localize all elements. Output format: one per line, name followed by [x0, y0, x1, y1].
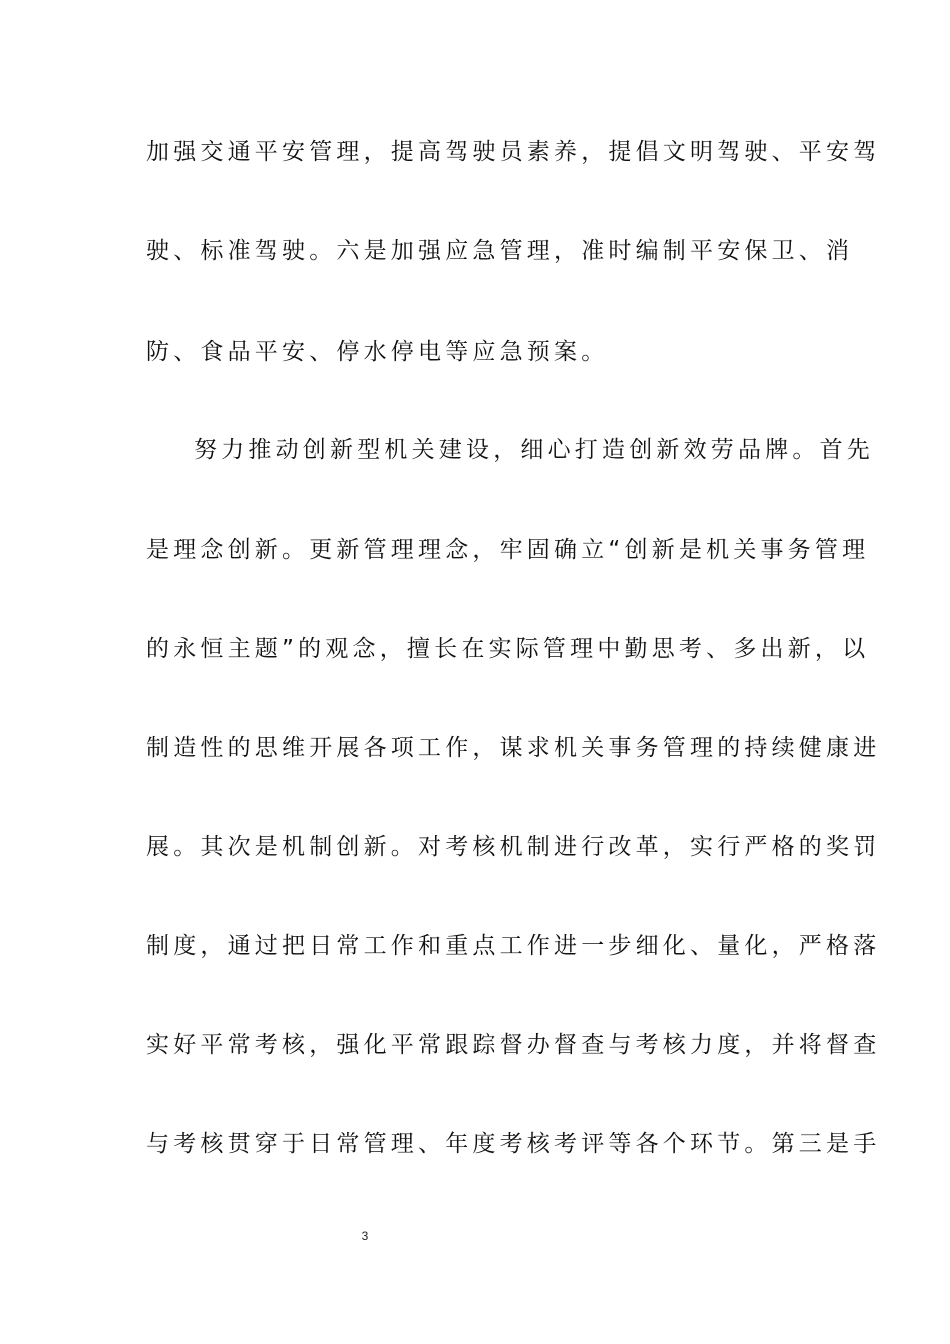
text-line-8: 展。其次是机制创新。对考核机制进行改革，实行严格的奖罚 [146, 834, 881, 860]
page-number: 3 [361, 1229, 369, 1243]
text-line-6: 的永恒主题”的观念，擅长在实际管理中勤思考、多出新，以 [146, 636, 870, 662]
text-line-11: 与考核贯穿于日常管理、年度考核考评等各个环节。第三是手 [146, 1131, 881, 1157]
text-line-4-paragraph-start: 努力推动创新型机关建设，细心打造创新效劳品牌。首先 [194, 437, 874, 463]
text-line-1: 加强交通平安管理，提高驾驶员素养，提倡文明驾驶、平安驾 [146, 139, 881, 165]
text-line-9: 制度，通过把日常工作和重点工作进一步细化、量化，严格落 [146, 933, 881, 959]
text-line-7: 制造性的思维开展各项工作，谋求机关事务管理的持续健康进 [146, 735, 881, 761]
text-line-2: 驶、标准驾驶。六是加强应急管理，准时编制平安保卫、消 [146, 238, 854, 264]
text-line-5: 是理念创新。更新管理理念，牢固确立“创新是机关事务管理 [146, 537, 870, 563]
text-line-10: 实好平常考核，强化平常跟踪督办督查与考核力度，并将督查 [146, 1032, 881, 1058]
text-line-3: 防、食品平安、停水停电等应急预案。 [146, 339, 609, 365]
